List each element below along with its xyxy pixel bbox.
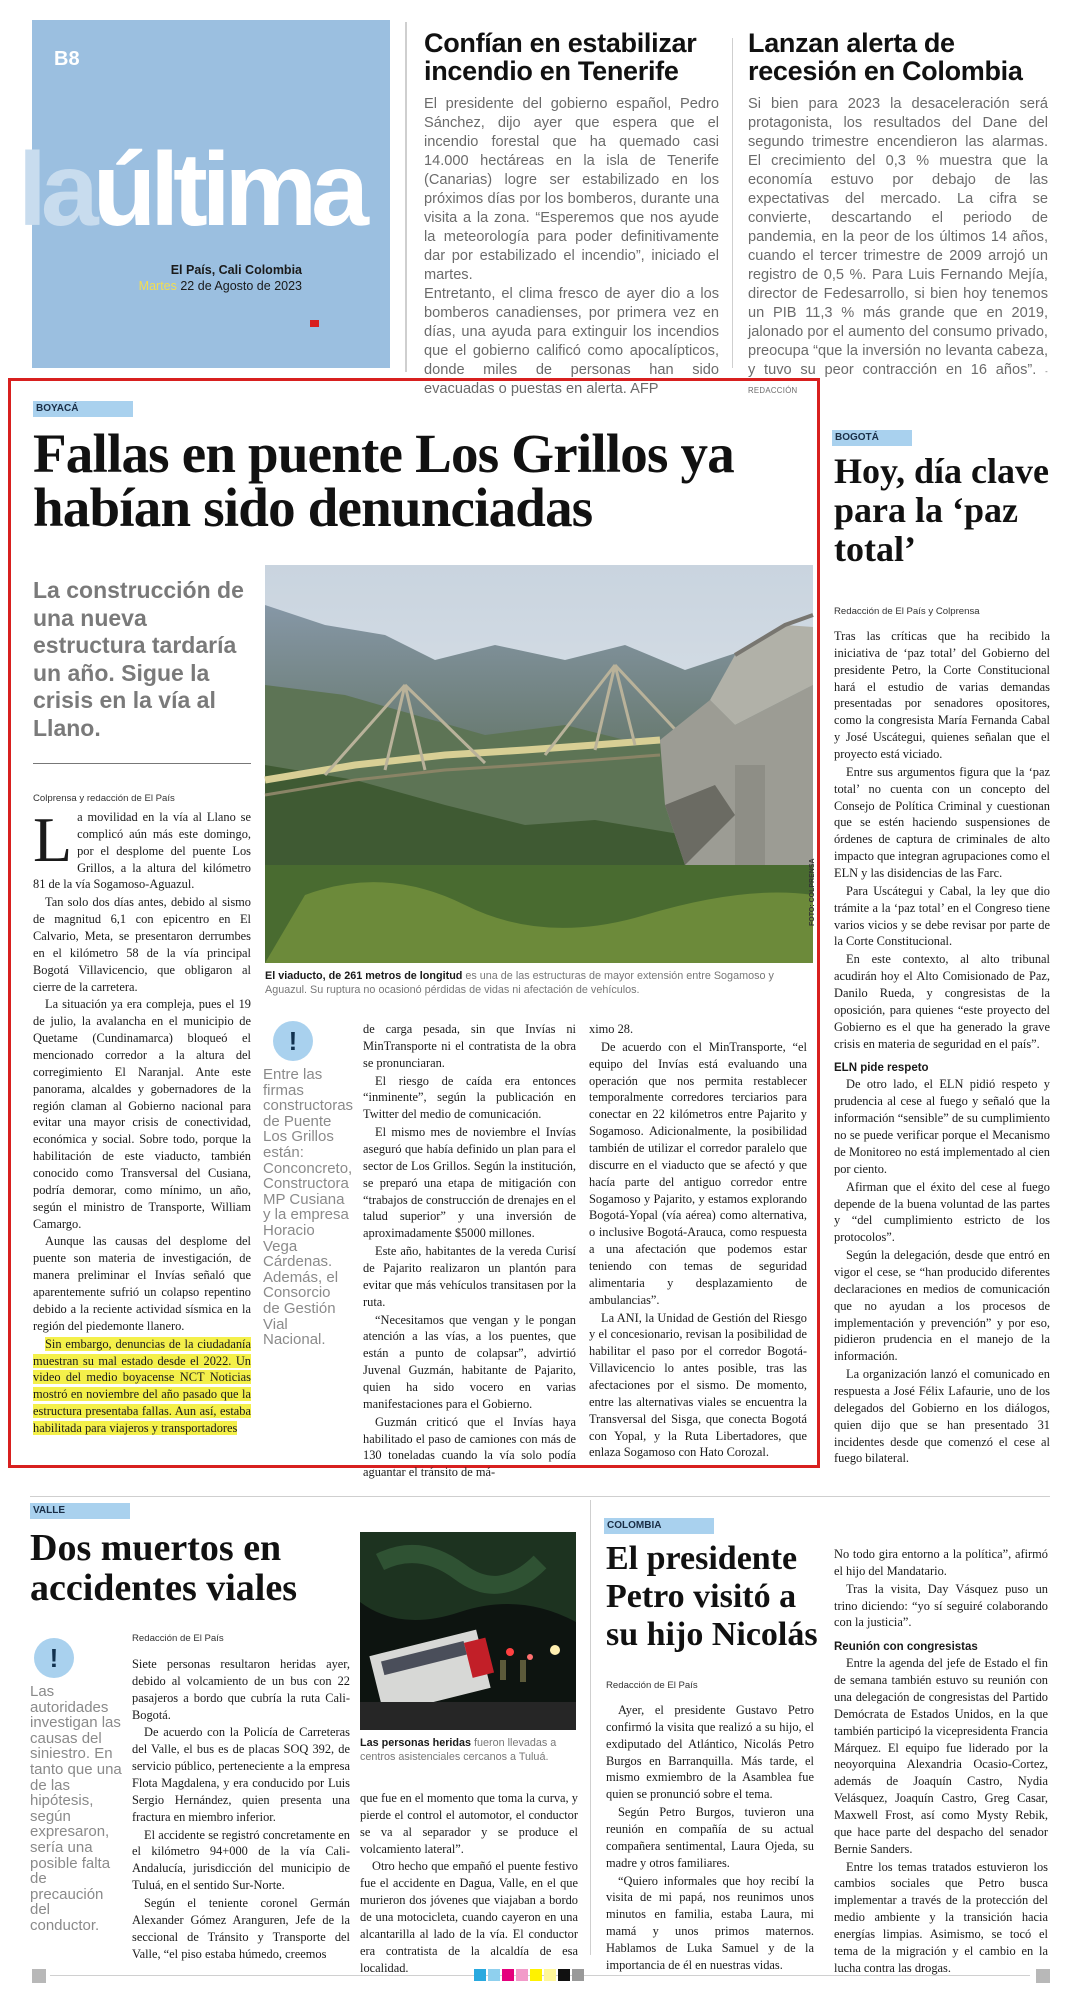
paragraph: Guzmán criticó que el Invías haya habilitado el paso de camiones con más de 130 toneladas cuando la vía solo podía aguantar el tránsito de má- [363, 1414, 576, 1480]
drop-cap: L [33, 804, 73, 875]
color-registration-bar [474, 1969, 586, 1981]
color-swatch-magenta [502, 1969, 514, 1981]
paragraph: De acuerdo con el MinTransporte, “el equipo del Invías está evaluando una operación que nos permita restablecer temporalmente corredores terciarios para conectar en 22 kilómetros entre Pajarito y Sogamoso. Adicionalmente, la posibilidad también de utilizar el corredor paralelo que discurre en el viaducto que se afectó y que hacía parte del antiguo corredor entre Sogamoso y Pajarito, y estamos explorando Bogotá-Yopal (vía aérea) como alternativa, o inclusive Bogotá-Arauca, como respuesta a una afectación que podemos estar teniendo con temas de seguridad alimentaria y desplazamiento de ambulancias”. [589, 1039, 807, 1307]
paragraph: En este contexto, al alto tribunal acudirán hoy el Alto Comisionado de Paz, Danilo Rueda, y congresistas de la oposición, para quienes “este proyecto del Gobierno es el que ha generado la grave crisis en materia de seguridad en el país”. [834, 952, 1050, 1051]
paragraph: La organización lanzó el comunicado en respuesta a José Félix Lafaurie, uno de los delegados del Gobierno en los diálogos, quien dijo que se han presentado 31 incidentes desde que comenzó el cese al fuego bilateral. [834, 1367, 1050, 1466]
column-rule [405, 22, 407, 372]
caption-lead: Las personas heridas [360, 1737, 472, 1749]
paragraph-text: a movilidad en la vía al Llano se complicó aún más este domingo, por el desplome del puente Los Grillos, a la altura del kilómetro 81 de la vía Sogamoso-Aguazul. [33, 810, 251, 892]
byline: Redacción de El País [606, 1680, 698, 1691]
sidebar-note: Las autoridades investigan las causas del siniestro. En tanto que una de las hipótesis, según expresaron, sería una posible falta de precaución del conductor. [30, 1683, 122, 1934]
color-swatch-light-magenta [516, 1969, 528, 1981]
paragraph: Tras las críticas que ha recibido la iniciativa de ‘paz total’ del Gobierno del presidente Petro, la Corte Constitucional hará el estudio de varias demandas presentadas por senadores opositores, como la congresista María Fernanda Cabal y José Uscátegui, quienes señalan que el proyecto está viciado. [834, 629, 1050, 762]
section-brand [18, 132, 363, 248]
color-swatch-yellow [530, 1969, 542, 1981]
paragraph: Tras la visita, Day Vásquez puso un trino diciendo: “yo sí seguiré colaborando con la justicia”. [834, 1581, 1048, 1630]
main-deck: La construcción de una nueva estructura tardaría un año. Sigue la crisis en la vía al Llano. [33, 577, 244, 741]
sidebar-note: Entre las firmas constructoras de Puente Los Grillos están: Conconcreto, Constructora MP Cusiana y la empresa Horacio Vega Cárdenas. Además, el Consorcio de Gestión Vial Nacional. [263, 1066, 354, 1349]
color-swatch-light-cyan [488, 1969, 500, 1981]
paragraph: Tan solo dos días antes, debido al sismo de magnitud 6,1 con epicentro en El Calvario, Meta, se presentaron derrumbes en el kilómetro 58 de la vía principal Bogotá Villavicencio, que obligaron al cierre de la carretera. [33, 895, 251, 994]
edition-date: 22 de Agosto de 2023 [180, 279, 302, 294]
paragraph: Según el teniente coronel Germán Alexander Gómez Aranguren, Jefe de la seccional de Tránsito y Transporte del Valle, “el piso estaba húmedo, creemos [132, 1896, 350, 1961]
edition-info [139, 262, 302, 295]
bridge-photo-graphic [265, 565, 813, 963]
color-swatch-gray [572, 1969, 584, 1981]
paragraph: Entre sus argumentos figura que la ‘paz total’ no cuenta con un concepto del Consejo de Política Criminal y cuestionan que se estén haciendo suspensiones de órdenes de captura de criminales de alto impacto que integran agrupaciones como el ELN y las disidencias de las Farc. [834, 764, 1050, 881]
color-swatch-cyan [474, 1969, 486, 1981]
accident-photo [360, 1532, 576, 1730]
valle-headline: Dos muertos en accidentes viales [30, 1527, 298, 1610]
brief-text: Si bien para 2023 la desaceleración será protagonista, los resultados del Dane del segundo trimestre encendieron las alarmas. El crecimiento del 0,3 % muestra que la economía estuvo por debajo de las expectativas del mercado. La cifra se convierte, descartando el periodo de pandemia, en la peor de los últimos 14 años, cuando el tercer trimestre de 2009 arrojó un registro de 0,5 %. Para Luis Fernando Mejía, director de Fedesarrollo, si bien hoy tenemos un PIB 11,3 % más grande que en 2019, jalonado por el aumento del consumo privado, preocupa “que la inversión no levanta cabeza, y tuvo su peor contracción en 16 años”. [748, 96, 1048, 378]
column-rule [590, 1500, 591, 1955]
brand-red-mark [310, 320, 319, 327]
byline: Colprensa y redacción de El País [33, 793, 175, 804]
registration-mark [1036, 1969, 1050, 1983]
column-rule [732, 38, 733, 368]
caption-text: fueron llevadas a centros asistenciales cercanos a Tuluá. [360, 1737, 557, 1764]
brief-credit: AFP [630, 380, 659, 397]
exclamation-icon: ! [34, 1638, 74, 1678]
colombia-headline: El presidente Petro visitó a su hijo Nicolás [606, 1540, 818, 1654]
subhead: Reunión con congresistas [834, 1641, 978, 1654]
paragraph: Según Petro Burgos, tuvieron una reunión en compañía de su actual compañera sentimental, Laura Ojeda, su madre y otros familiares. [606, 1805, 814, 1870]
photo-caption [360, 1736, 576, 1764]
page-number: B8 [54, 48, 80, 70]
paragraph: “Quiero informales que hoy recibí la visita de mi papá, nos reunimos unos minutos en familia, estaba Laura, mi mamá y unos primos maternos. Hablamos de Luka Samuel y de la importancia de él en nuestras vidas. [606, 1873, 814, 1972]
byline: Redacción de El País y Colprensa [834, 606, 980, 617]
caption-lead: El viaducto, de 261 metros de longitud [265, 970, 463, 982]
byline: Redacción de El País [132, 1633, 224, 1644]
bogota-body [834, 628, 1050, 1468]
valle-column-2 [360, 1790, 578, 1977]
deck-rule [33, 763, 251, 764]
section-tag: BOYACÁ [33, 401, 133, 417]
paragraph: El riesgo de caída era entonces “inminente”, según la publicación en Twitter del medio de comunicación. [363, 1073, 576, 1122]
color-swatch-black [558, 1969, 570, 1981]
paragraph: que fue en el momento que toma la curva, y pierde el control el automotor, el conductor se va al separador y se produce el volcamiento lateral”. [360, 1791, 578, 1856]
brand-prefix: la [18, 132, 93, 248]
photo-credit: FOTO: COLPRENSA [809, 858, 816, 926]
photo-caption [265, 969, 805, 997]
paragraph: ximo 28. [589, 1022, 634, 1036]
bogota-headline: Hoy, día clave para la ‘paz total’ [834, 451, 1049, 569]
brief-text: Entretanto, el clima fresco de ayer dio a los bomberos canadienses, por primera vez en días, una ayuda para extinguir los incendios que el gobierno calificó como apocalípticos, donde miles de personas han sido evacuadas o puestas en alerta. [424, 285, 719, 397]
color-swatch-light-yellow [544, 1969, 556, 1981]
paragraph: de carga pesada, sin que Invías ni MinTransporte ni el contratista de la obra se pronunciaran. [363, 1022, 576, 1070]
section-tag: COLOMBIA [604, 1518, 714, 1534]
section-tag: VALLE [30, 1503, 130, 1519]
lead-paragraph [33, 804, 251, 893]
caption-text: es una de las estructuras de mayor extensión entre Sogamoso y Aguazul. Su ruptura no ocasionó pérdidas de vidas ni afectación de vehículos. [265, 970, 774, 997]
masthead [18, 20, 390, 368]
bridge-photo [265, 565, 813, 963]
paragraph: Otro hecho que empañó el puente festivo fue el accidente en Dagua, Valle, en el que murieron dos jóvenes que viajaban a bordo de una motocicleta, cuando cayeron en una alcantarilla al lado de la vía. El conductor era contratista de la alcaldía de esa localidad. [360, 1859, 578, 1975]
article-column-1 [33, 804, 251, 1438]
section-rule [30, 1496, 1050, 1497]
paragraph: Aunque las causas del desplome del puente son materia de investigación, de manera preliminar el Invías señaló que aparentemente sufrió un colapso repentino debido a la reciente actividad sísmica en la región del piedemonte llanero. [33, 1234, 251, 1333]
paragraph: El accidente se registró concretamente en el kilómetro 94+000 de la vía Cali-Andalucía, jurisdicción del municipio de Tuluá, en el sentido Sur-Norte. [132, 1827, 350, 1893]
highlighted-text: Sin embargo, denuncias de la ciudadanía muestran su mal estado desde el 2022. Un video del medio boyacense NCT Noticias mostró en noviembre del año pasado que la estructura presentaba fallas. Aun así, estaba habilitada para viajeros y transportadores [33, 1336, 251, 1435]
brief-credit: -REDACCIÓN [748, 366, 1048, 395]
paragraph: Según la delegación, desde que entró en vigor el cese, se “han producido diferentes declaraciones en medios de comunicación que no ayudan a los procesos de implementación y prevención” y por eso, pidieron prudencia en el manejo de la información. [834, 1248, 1050, 1364]
exclamation-icon: ! [273, 1021, 313, 1061]
paragraph: La ANI, la Unidad de Gestión del Riesgo y el concesionario, revisan la posibilidad de habilitar el paso por el corredor Bogotá-Villavicencio lo antes posible, tras las afectaciones por el sismo. De momento, entre las alternativas viales se encuentra la Transversal del Sisga, que conecta Bogotá con Yopal, y la Ruta Libertadores, que enlaza Sogamoso con Hato Corozal. [589, 1310, 807, 1460]
brief-recesion [748, 30, 1048, 399]
paragraph: El mismo mes de noviembre el Invías aseguró que había definido un plan para el sector de Los Grillos. Según la institución, se preparó una etapa de mitigación con “trabajos de construcción de drenajes en el talud superior” y una inversión de aproximadamente $5000 millones. [363, 1125, 576, 1241]
edition-city: El País, Cali Colombia [170, 263, 302, 277]
paragraph: “Necesitamos que vengan y le pongan atención a las vías, a los puentes, que están a punto de colapsar”, advirtió Juvenal Guzmán, habitante de Pajarito, quien ha sido vocero en varias manifestaciones para el Gobierno. [363, 1312, 576, 1411]
brand-main: última [92, 132, 363, 248]
colombia-column-1 [606, 1702, 814, 1975]
paragraph: Siete personas resultaron heridas ayer, debido al volcamiento de un bus con 22 pasajeros a bordo que cubría la ruta Cali-Bogotá. [132, 1657, 350, 1722]
brief-tenerife [424, 30, 719, 399]
article-column-2 [363, 1021, 576, 1482]
paragraph: Entre la agenda del jefe de Estado el fin de semana también estuvo su reunión con una delegación de congresistas del Partido Demócrata de Estados Unidos, en la que también participó la vicepresidenta Francia Márquez. El equipo fue liderado por la neoyorquina Alexandria Ocasio-Cortez, además de Joaquín Castro, Nydia Velásquez, Joaquín Castro, Greg Casar, Maxwell Frost, así como Mysty Rebik, que hace parte del despacho del senador Bernie Sanders. [834, 1656, 1048, 1856]
paragraph: De otro lado, el ELN pidió respeto y prudencia al cese al fuego y señaló que la información “sensible” de su cumplimiento no se puede verificar porque el Mecanismo de Monitoreo no está implementado al cien por ciento. [834, 1077, 1050, 1176]
accident-photo-graphic [360, 1532, 576, 1730]
paragraph: Entre los temas tratados estuvieron los cambios sociales que Petro busca implementar a través de la protección del medio ambiente y la transición hacia energías limpias. Asimismo, se tocó el tema de la migración y el cambio en la lucha contra las drogas. [834, 1859, 1048, 1975]
brief-paragraph [748, 95, 1048, 399]
paragraph: Afirman que el éxito del cese al fuego depende de la buena voluntad de las partes y “del cumplimiento estricto de los protocolos”. [834, 1179, 1050, 1245]
paragraph: De acuerdo con la Policía de Carreteras del Valle, el bus es de placas SOQ 392, de servicio público, perteneciente a la empresa Flota Magdalena, y era conducido por Luis Sergio Hernández, quien presenta una fractura en miembro inferior. [132, 1725, 350, 1824]
valle-column-1 [132, 1656, 350, 1963]
brief-headline: Confían en estabilizar incendio en Tenerife [424, 28, 697, 86]
edition-day: Martes [138, 279, 177, 294]
article-column-3 [589, 1021, 807, 1462]
paragraph: Este año, habitantes de la vereda Curisí de Pajarito realizaron un plantón para evitar que más vehículos transitasen por la ruta. [363, 1244, 576, 1309]
brief-headline: Lanzan alerta de recesión en Colombia [748, 28, 1023, 86]
paragraph: Para Uscátegui y Cabal, la ley que dio trámite a la ‘paz total’ en el Congreso tiene varios vicios y se debe revisar por parte de la Corte Constitucional. [834, 883, 1050, 949]
section-tag: BOGOTÁ [832, 430, 912, 446]
subhead: ELN pide respeto [834, 1062, 929, 1075]
highlighted-paragraph [33, 1336, 251, 1437]
colombia-column-2 [834, 1546, 1048, 1978]
main-headline: Fallas en puente Los Grillos ya habían sido denunciadas [33, 423, 734, 538]
main-article [8, 378, 820, 1480]
brief-paragraph: El presidente del gobierno español, Pedro Sánchez, dijo ayer que espera que el incendio forestal que ha quemado casi 14.000 hectáreas en la isla de Tenerife (Canarias) logre ser estabilizado en los próximos días por los bomberos, durante una visita a la zona. “Esperemos que nos ayude la meteorología para poder definitivamente dar por estabilizado el incendio”, iniciado el martes. [424, 96, 719, 283]
paragraph: La situación ya era compleja, pues el 19 de julio, la avalancha en el municipio de Quetame (Cundinamarca) bloqueó el mencionado corredor a la altura del corregimiento El Naranjal. Ante este panorama, alcaldes y gobernadores de la región claman al Gobierno nacional para evitar una mayor crisis de conectividad, económica y social. Sobre todo, porque la habilitación de este viaducto, también conocido como Transversal del Cusiana, podría demorar, como mínimo, un año, según el ministro de Transporte, William Camargo. [33, 997, 251, 1231]
paragraph: Ayer, el presidente Gustavo Petro confirmó la visita que realizó a su hijo, el exdiputado del Atlántico, Nicolás Petro Burgos en Barranquilla. Más tarde, el mismo exmiembro de la Asamblea fue quien se pronunció sobre el tema. [606, 1703, 814, 1802]
paragraph: No todo gira entorno a la política”, afirmó el hijo del Mandatario. [834, 1547, 1048, 1578]
registration-mark [32, 1969, 46, 1983]
